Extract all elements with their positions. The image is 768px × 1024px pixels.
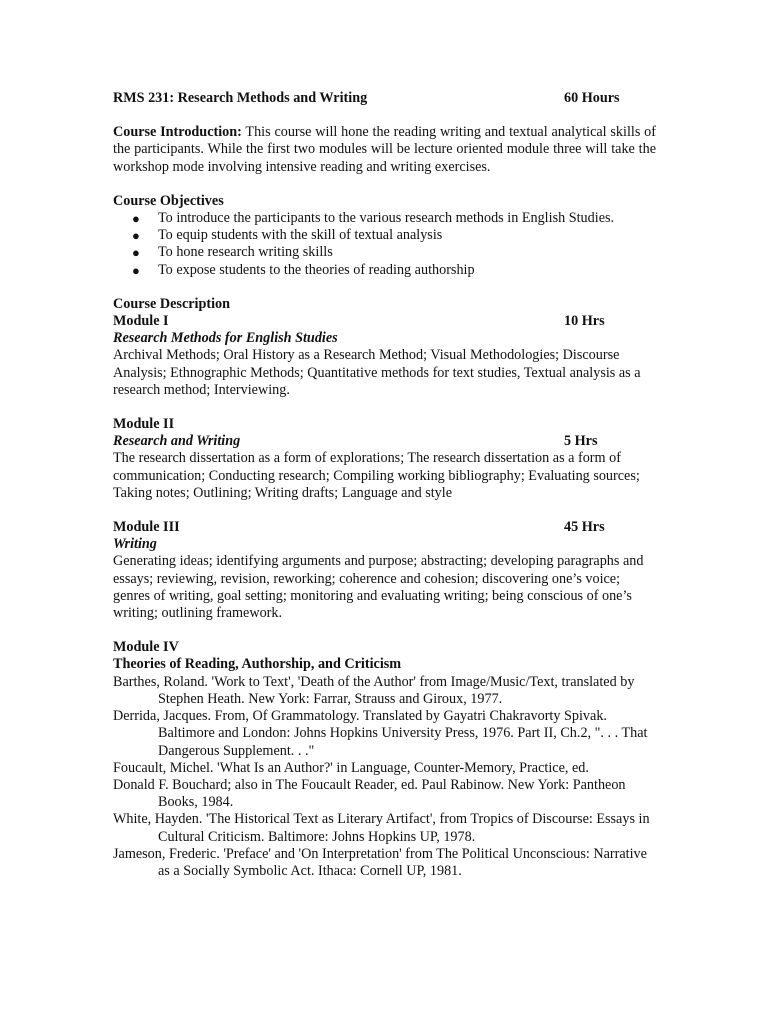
bullet-icon: ● bbox=[132, 262, 140, 278]
module-body: The research dissertation as a form of explorations; The research dissertation as a form of communication; Conducting research; Compiling working bibliography; Evaluating sources; Taking notes; Outlining; Writing drafts; Language and style bbox=[113, 450, 640, 501]
reference-item: Foucault, Michel. 'What Is an Author?' in Language, Counter-Memory, Practice, ed. bbox=[113, 759, 589, 776]
reference-item: Jameson, Frederic. 'Preface' and 'On Interpretation' from The Political Unconscious: Narrative as a Socially Symbolic Act. Ithaca: Cornell UP, 1981. bbox=[113, 845, 647, 879]
document-page bbox=[113, 90, 656, 880]
reference-item: Derrida, Jacques. From, Of Grammatology. Translated by Gayatri Chakravorty Spivak. Baltimore and London: Johns Hopkins University Press, 1976. Part II, Ch.2, ". . . That Dangerous Supplement. . ." bbox=[113, 708, 648, 759]
bullet-icon: ● bbox=[132, 245, 140, 261]
module-subtitle: Writing bbox=[113, 536, 157, 553]
module-hours: 5 Hrs bbox=[564, 433, 598, 450]
module-hours: 45 Hrs bbox=[564, 519, 605, 536]
reference-item: Barthes, Roland. 'Work to Text', 'Death of the Author' from Image/Music/Text, translated by Stephen Heath. New York: Farrar, Strauss and Giroux, 1977. bbox=[113, 673, 635, 707]
bullet-icon: ● bbox=[132, 211, 140, 227]
course-hours: 60 Hours bbox=[564, 90, 620, 106]
module-subtitle: Research and Writing bbox=[113, 433, 241, 450]
module-subtitle: Theories of Reading, Authorship, and Criticism bbox=[113, 656, 402, 673]
description-heading: Course Description bbox=[113, 295, 231, 312]
module-body: Archival Methods; Oral History as a Research Method; Visual Methodologies; Discourse Analysis; Ethnographic Methods; Quantitative methods for text studies, Textual analysis as a research method; Interviewing. bbox=[113, 347, 641, 398]
module-name: Module II bbox=[113, 416, 175, 433]
module-header bbox=[113, 313, 656, 330]
reference-item: Donald F. Bouchard; also in The Foucault Reader, ed. Paul Rabinow. New York: Pantheon Books, 1984. bbox=[113, 776, 626, 811]
module-header bbox=[113, 519, 656, 536]
list-item: ● To expose students to the theories of reading authorship bbox=[132, 261, 475, 278]
module-name: Module III bbox=[113, 519, 180, 536]
module-body: Generating ideas; identifying arguments and purpose; abstracting; developing paragraphs and essays; reviewing, revision, reworking; coherence and cohesion; discovering one’s voice; genres of writing, goal setting; monitoring and evaluating writing; being conscious of one’s writing; outlining framework. bbox=[113, 553, 644, 622]
course-title: RMS 231: Research Methods and Writing bbox=[113, 90, 368, 106]
list-item: ● To hone research writing skills bbox=[132, 244, 333, 261]
introduction-label: Course Introduction: bbox=[113, 124, 242, 141]
reference-item: White, Hayden. 'The Historical Text as Literary Artifact', from Tropics of Discourse: Essays in Cultural Criticism. Baltimore: Johns Hopkins UP, 1978. bbox=[113, 811, 650, 845]
module-subtitle: Research Methods for English Studies bbox=[113, 330, 338, 347]
module-header bbox=[113, 416, 656, 433]
list-item: ● To equip students with the skill of textual analysis bbox=[132, 227, 443, 244]
reference-list bbox=[113, 674, 656, 880]
module-name: Module I bbox=[113, 313, 169, 330]
introduction-text: This course will hone the reading writing and textual analytical skills of the participants. While the first two modules will be lecture oriented module three will take the workshop mode involving intensive reading and writing exercises. bbox=[113, 124, 656, 175]
bullet-icon: ● bbox=[132, 228, 140, 244]
module-name: Module IV bbox=[113, 639, 179, 656]
course-header bbox=[113, 90, 656, 107]
module-hours: 10 Hrs bbox=[564, 313, 605, 330]
course-introduction bbox=[113, 124, 656, 176]
module-subtitle-row bbox=[113, 433, 656, 450]
objectives-list bbox=[113, 210, 656, 279]
list-item: ● To introduce the participants to the various research methods in English Studies. bbox=[132, 210, 615, 227]
objectives-heading: Course Objectives bbox=[113, 192, 224, 209]
